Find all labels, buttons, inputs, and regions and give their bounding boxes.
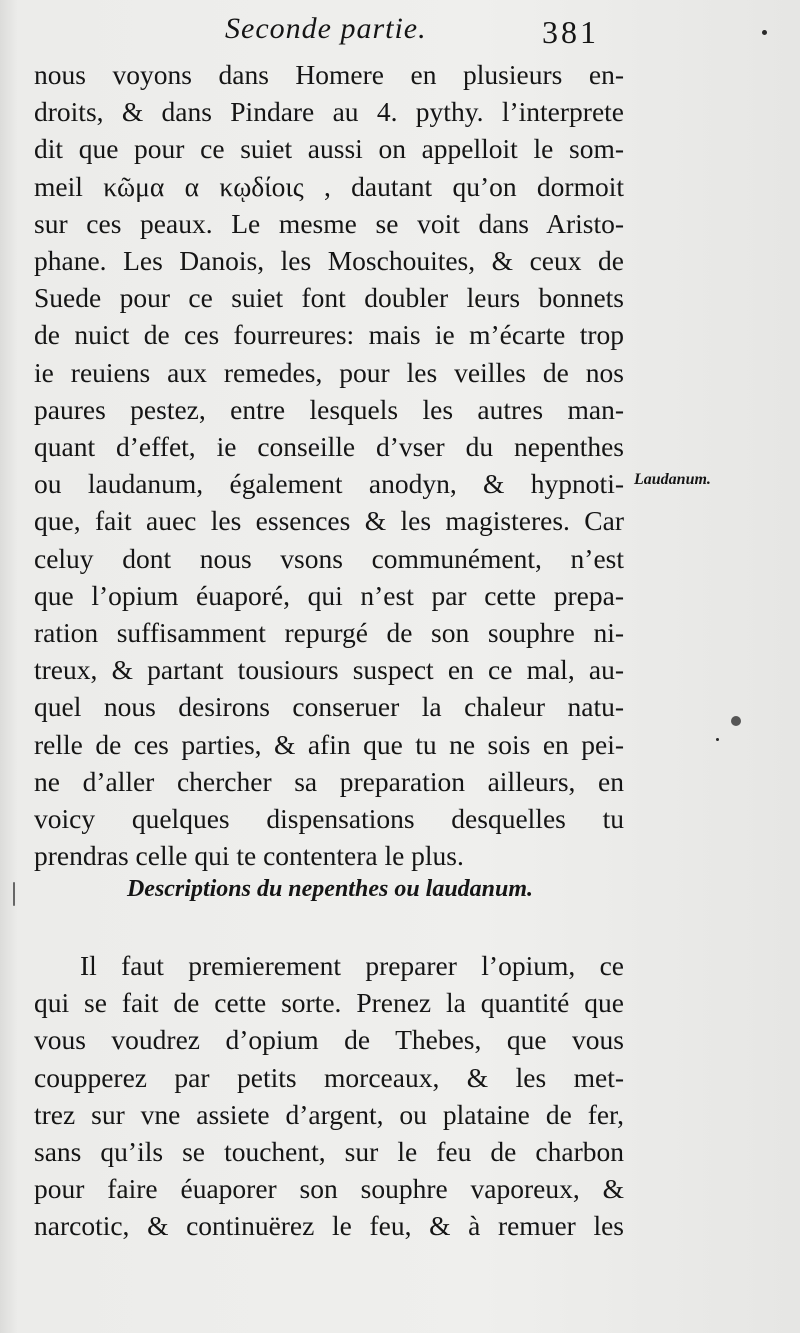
text-line: ie reuiens aux remedes, pour les veilles de nos: [34, 356, 624, 388]
text-line: treux, & partant tousiours suspect en ce mal, au-: [34, 654, 624, 686]
text-line: que, fait auec les essences & les magisteres. Car: [34, 505, 624, 537]
page-number: 381: [542, 14, 599, 50]
text-line: trez sur vne assiete d’argent, ou plataine de fer,: [34, 1098, 624, 1130]
text-line: quel nous desirons conseruer la chaleur natu-: [34, 691, 624, 723]
page-header: [0, 12, 800, 52]
text-line: ne d’aller chercher sa preparation ailleurs, en: [34, 765, 624, 797]
paragraph-1: [34, 56, 624, 874]
ink-speck: [716, 738, 719, 741]
text-line: qui se fait de cette sorte. Prenez la quantité que: [34, 987, 624, 1019]
text-line: sur ces peaux. Le mesme se voit dans Aristo-: [34, 207, 624, 239]
text-line: phane. Les Danois, les Moschouites, & ceux de: [34, 245, 624, 277]
ink-speck: [731, 716, 741, 726]
ink-speck: [13, 882, 15, 906]
text-line: sans qu’ils se touchent, sur le feu de charbon: [34, 1136, 624, 1168]
text-line: paures pestez, entre lesquels les autres man-: [34, 393, 624, 425]
running-head: Seconde partie.: [225, 12, 427, 45]
text-line: coupperez par petits morceaux, & les met-: [34, 1061, 624, 1093]
text-line: meil κῶμα α κῳδίοις , dautant qu’on dormoit: [34, 170, 624, 202]
text-line: vous voudrez d’opium de Thebes, que vous: [34, 1024, 624, 1056]
text-line: narcotic, & continuërez le feu, & à remuer les: [34, 1210, 624, 1242]
text-line: dit que pour ce suiet aussi on appelloit le som-: [34, 133, 624, 165]
text-line: nous voyons dans Homere en plusieurs en-: [34, 59, 624, 90]
text-line: prendras celle qui te contentera le plus.: [34, 840, 464, 872]
text-line: relle de ces parties, & afin que tu ne sois en pei-: [34, 728, 624, 760]
section-heading: Descriptions du nepenthes ou laudanum.: [126, 876, 534, 902]
text-line: Suede pour ce suiet font doubler leurs bonnets: [34, 282, 624, 314]
text-line: que l’opium éuaporé, qui n’est par cette prepa-: [34, 579, 624, 611]
text-line: celuy dont nous vsons communément, n’est: [34, 542, 624, 574]
ink-speck: [762, 30, 767, 35]
text-line: voicy quelques dispensations desquelles tu: [34, 803, 624, 835]
text-line: quant d’effet, ie conseille d’vser du nepenthes: [34, 431, 624, 463]
text-line: pour faire éuaporer son souphre vaporeux, &: [34, 1173, 624, 1205]
marginal-note: Laudanum.: [634, 471, 711, 488]
text-line: ration suffisamment repurgé de son souphre ni-: [34, 617, 624, 649]
text-line: droits, & dans Pindare au 4. pythy. l’interprete: [34, 96, 624, 128]
text-line: ou laudanum, également anodyn, & hypnoti-: [34, 468, 624, 500]
text-line: de nuict de ces fourreures: mais ie m’écarte trop: [34, 319, 624, 351]
paragraph-2: [34, 947, 624, 1245]
text-line: Il faut premierement preparer l’opium, ce: [80, 950, 624, 981]
